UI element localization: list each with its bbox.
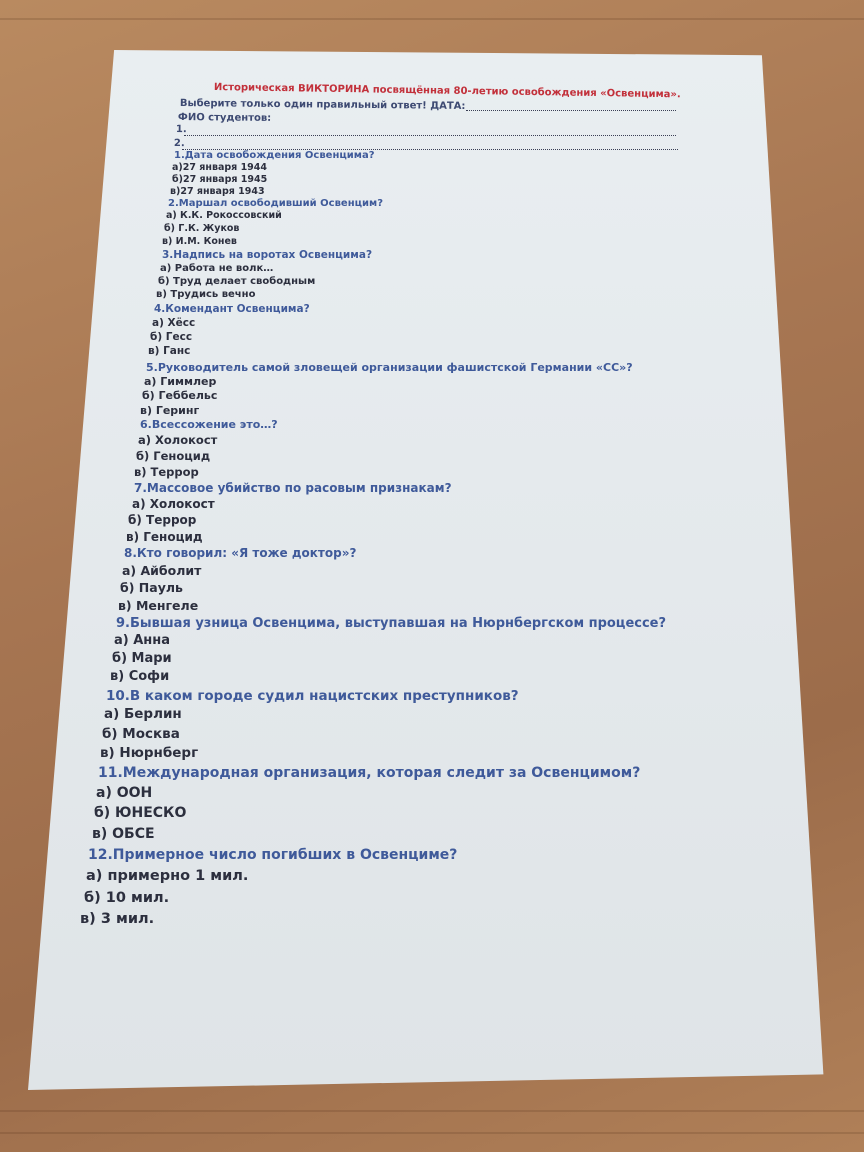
question-text: 9.Бывшая узница Освенцима, выступавшая на Нюрнбергском процессе? xyxy=(116,616,667,631)
answer-option: б) Москва xyxy=(102,726,180,742)
answer-option: в) И.М. Конев xyxy=(162,236,237,247)
answer-option: а) Айболит xyxy=(122,563,202,578)
answer-option: б) Мари xyxy=(112,651,172,666)
answer-option: б) Геноцид xyxy=(136,449,211,463)
answer-option: в) Нюрнберг xyxy=(100,745,199,761)
student-line-1-number: 1. xyxy=(175,124,187,136)
question-text: 11.Международная организация, которая следит за Освенцимом? xyxy=(98,765,641,781)
answer-option: в) ОБСЕ xyxy=(92,826,155,842)
answer-option: б) Террор xyxy=(128,513,197,527)
answer-option: б) Гесс xyxy=(150,331,193,343)
answer-option: а) Анна xyxy=(114,633,171,648)
answer-option: а) Работа не волк… xyxy=(160,263,274,274)
student-line-1 xyxy=(184,135,676,136)
answer-option: а) Холокост xyxy=(138,433,218,447)
question-text: 8.Кто говорил: «Я тоже доктор»? xyxy=(124,546,357,560)
answer-option: а) К.К. Рокоссовский xyxy=(166,210,282,221)
question-text: 3.Надпись на воротах Освенцима? xyxy=(162,249,373,261)
answer-option: б) Труд делает свободным xyxy=(158,276,316,287)
answer-option: а)27 января 1944 xyxy=(172,162,268,173)
question-text: 6.Всессожение это…? xyxy=(140,418,278,431)
students-label: ФИО студентов: xyxy=(177,112,272,124)
answer-option: б) Г.К. Жуков xyxy=(164,223,240,234)
answer-option: в)27 января 1943 xyxy=(170,186,265,197)
answer-option: б) ЮНЕСКО xyxy=(94,805,187,821)
instruction-text: Выберите только один правильный ответ! ДАТА: xyxy=(179,98,466,112)
answer-option: в) Геноцид xyxy=(126,530,203,544)
answer-option: а) Берлин xyxy=(104,706,182,722)
student-line-2-number: 2. xyxy=(173,138,185,150)
question-text: 12.Примерное число погибших в Освенциме? xyxy=(88,847,458,863)
answer-option: б) Геббельс xyxy=(142,389,218,402)
answer-option: в) Трудись вечно xyxy=(156,289,256,300)
question-text: 7.Массовое убийство по расовым признакам? xyxy=(134,481,452,495)
quiz-title: Историческая ВИКТОРИНА посвящённая 80-летию освобождения «Освенцима». xyxy=(213,82,681,101)
answer-option: в) Террор xyxy=(134,465,199,479)
answer-option: а) Хёсс xyxy=(152,317,196,329)
question-text: 1.Дата освобождения Освенцима? xyxy=(174,150,375,161)
answer-option: в) Софи xyxy=(110,669,170,684)
answer-option: а) примерно 1 мил. xyxy=(86,868,249,884)
answer-option: б) Пауль xyxy=(120,580,183,595)
answer-option: в) Геринг xyxy=(140,404,200,417)
answer-option: а) ООН xyxy=(96,785,153,801)
question-text: 2.Маршал освободивший Освенцим? xyxy=(168,198,384,209)
answer-option: б)27 января 1945 xyxy=(172,174,268,185)
answer-option: в) 3 мил. xyxy=(80,911,155,927)
date-fill-line xyxy=(466,110,676,111)
answer-option: в) Менгеле xyxy=(118,598,199,613)
answer-option: б) 10 мил. xyxy=(84,890,170,906)
question-text: 5.Руководитель самой зловещей организации фашистской Германии «СС»? xyxy=(146,361,633,374)
answer-option: а) Гиммлер xyxy=(144,375,217,388)
answer-option: а) Холокост xyxy=(132,497,215,511)
answer-option: в) Ганс xyxy=(148,345,191,357)
question-text: 4.Комендант Освенцима? xyxy=(154,303,310,315)
question-text: 10.В каком городе судил нацистских преступников? xyxy=(106,688,519,704)
